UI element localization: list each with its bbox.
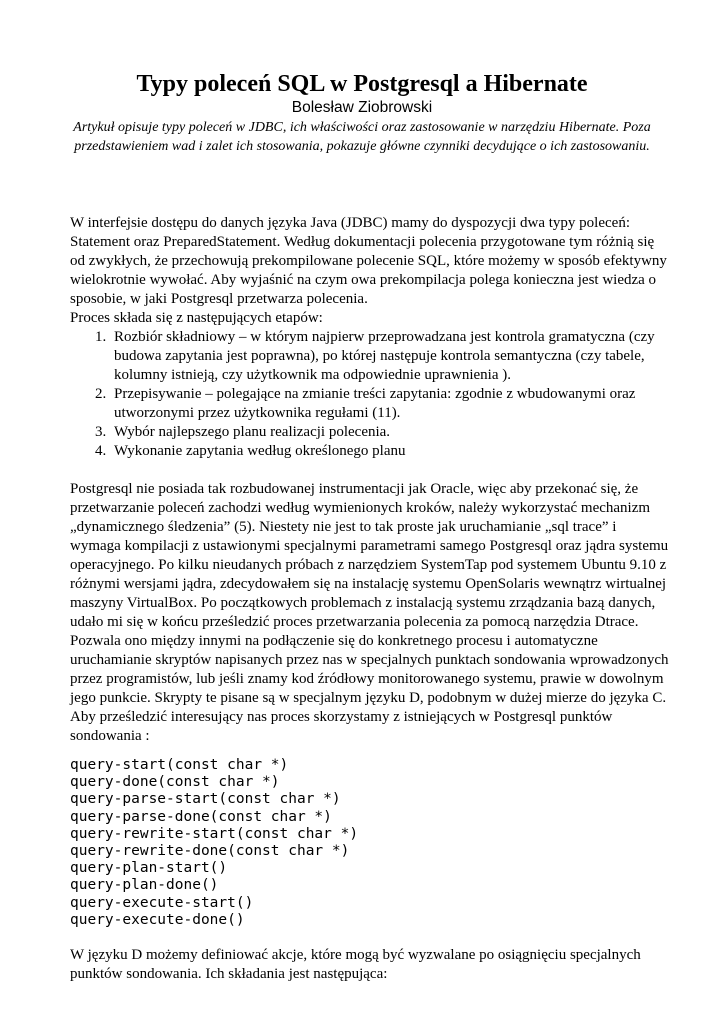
list-item: 1. Rozbiór składniowy – w którym najpierw przeprowadzana jest kontrola gramatyczna (czy budowa zapytania jest poprawna), po której następuje kontrola semantyczna (czy tabele, kolumny istnieją, czy użytkownik ma odpowiednie uprawnienia ). [110,328,670,385]
probe-code-block [70,757,670,929]
dtrace-paragraph: Postgresql nie posiada tak rozbudowanej instrumentacji jak Oracle, więc aby przekonać się, że przetwarzanie poleceń zachodzi według wymienionych kroków, należy wykorzystać mechanizm „dynamicznego śledzenia” (5). Niestety nie jest to tak proste jak uruchamianie „sql trace” i wymaga kompilacji z ustawionymi specjalnymi parametrami samego Postgresql oraz jądra systemu operacyjnego. Po kilku nieudanych próbach z narzędziem SystemTap pod systemem Ubuntu 9.10 z różnymi wersjami jądra, zdecydowałem się na instalację systemu OpenSolaris wewnątrz wirtualnej maszyny VirtualBox. Po początkowych problemach z instalacją systemu zrządzania bazą danych, udało mi się w końcu prześledzić proces przetwarzania polecenia za pomocą narzędzia Dtrace. Pozwala ono między innymi na podłączenie się do konkretnego procesu i automatyczne uruchamianie skryptów napisanych przez nas w specjalnych punktach sondowania wprowadzonych przez programistów, lub jeśli znamy kod źródłowy monitorowanego systemu, prawie w dowolnym jego punkcie. Skrypty te pisane są w specjalnym języku D, podobnym w dużej mierze do języka C. Aby prześledzić interesujący nas proces skorzystamy z istniejących w Postgresql punktów sondowania : [70,481,669,744]
list-item: 3. Wybór najlepszego planu realizacji polecenia. [110,423,670,442]
paragraph-gap [70,461,670,480]
code-line: query-parse-start(const char *) [70,791,341,808]
article-author: Bolesław Ziobrowski [291,99,433,116]
steps-list [70,328,670,461]
code-line: query-rewrite-done(const char *) [70,843,350,860]
article-header [60,70,664,156]
article-body [70,214,670,984]
code-line: query-plan-done() [70,877,219,894]
steps-intro: Proces składa się z następujących etapów: [70,310,323,326]
code-line: query-rewrite-start(const char *) [70,825,359,842]
d-language-paragraph: W języku D możemy definiować akcje, które mogą być wyzwalane po osiągnięciu specjalnych punktów sondowania. Ich składania jest następująca: [70,947,641,983]
code-line: query-plan-start() [70,860,228,877]
list-item: 2. Przepisywanie – polegające na zmianie treści zapytania: zgodnie z wbudowanymi oraz utworzonymi przez użytkownika regułami (11). [110,385,670,423]
code-line: query-parse-done(const char *) [70,808,332,825]
list-item: 4. Wykonanie zapytania według określonego planu [110,442,670,461]
intro-paragraph: W interfejsie dostępu do danych języka Java (JDBC) mamy do dyspozycji dwa typy poleceń: Statement oraz PreparedStatement. Według dokumentacji polecenia przygotowane tym różnią się od zwykłych, że przechowują prekompilowane polecenie SQL, które możemy w sposób efektywny wielokrotnie wywołać. Aby wyjaśnić na czym owa prekompilacja polega konieczna jest wiedza o sposobie, w jaki Postgresql przetwarza polecenia. [70,215,667,307]
code-line: query-start(const char *) [70,757,289,773]
article-title: Typy poleceń SQL w Postgresql a Hibernate [136,71,588,97]
code-line: query-execute-done() [70,911,245,928]
code-line: query-done(const char *) [70,774,280,791]
article-abstract: Artykuł opisuje typy poleceń w JDBC, ich właściwości oraz zastosowanie w narzędziu Hibernate. Poza przedstawieniem wad i zalet ich stosowania, pokazuje główne czynniki decydujące o ich zastosowaniu. [73,120,651,154]
code-line: query-execute-start() [70,894,254,911]
